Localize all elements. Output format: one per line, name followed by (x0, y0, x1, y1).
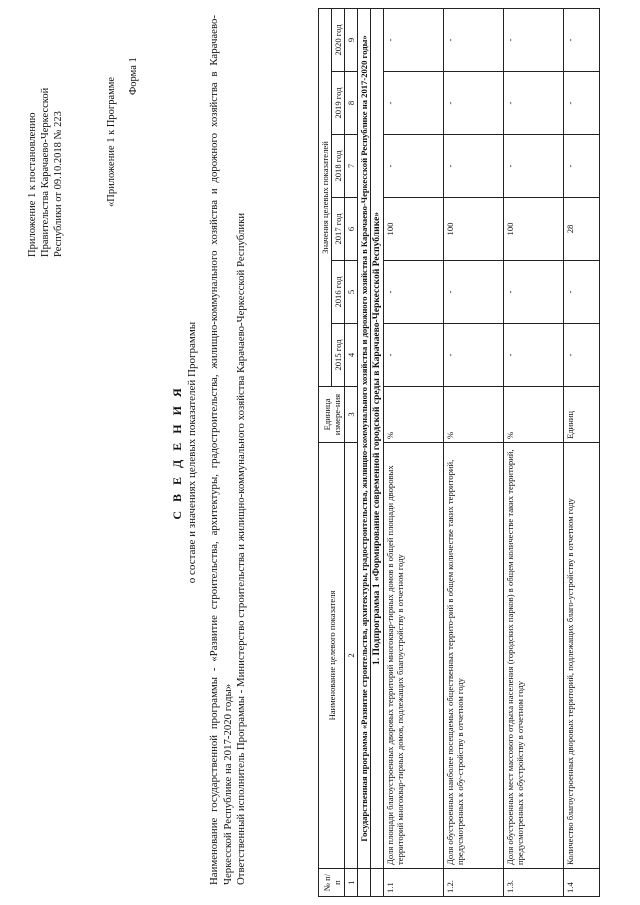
row-value: - (444, 324, 504, 387)
year-header: 2015 год (332, 324, 345, 387)
row-value: - (504, 9, 564, 72)
column-number: 9 (345, 9, 358, 72)
program-appendix-label: «Приложение 1 к Программе (106, 76, 117, 207)
row-value: 100 (504, 198, 564, 261)
column-number: 3 (345, 387, 358, 443)
row-value: - (504, 324, 564, 387)
year-header: 2017 год (332, 198, 345, 261)
column-number: 1 (345, 869, 358, 897)
row-name: Доля обустроенных наиболее посещаемых общественных террито-рий в общем количестве таких территорий, предусмотренных к обу-стройству в отчетном году (444, 443, 504, 869)
program-row-title: Государственная программа «Развитие строительства, архитектуры, градостроительства, жилищно-коммунального хозяйства и дорожного хозяйства в Карачаево-Черкесской Республике на 2017-2020 годы» (358, 9, 371, 869)
executor-paragraph: Ответственный исполнитель Программы - Министерство строительства и жилищно-коммунального хозяйства Карачаево-Черкесской Республики (235, 212, 247, 885)
table-row (444, 9, 504, 897)
indicators-table (318, 8, 600, 897)
column-number: 6 (345, 198, 358, 261)
column-number-row (345, 9, 358, 897)
appendix-line: Приложение 1 к постановлению (27, 112, 38, 257)
row-value: - (384, 9, 444, 72)
row-value: - (384, 261, 444, 324)
row-value: - (444, 9, 504, 72)
column-number: 2 (345, 443, 358, 869)
table-row (564, 9, 600, 897)
row-value: - (564, 261, 600, 324)
row-value: - (444, 135, 504, 198)
row-value: - (504, 261, 564, 324)
column-number: 7 (345, 135, 358, 198)
table-row (504, 9, 564, 897)
column-number: 5 (345, 261, 358, 324)
header-name: Наименование целевого показателя (319, 443, 345, 869)
row-value: - (504, 135, 564, 198)
appendix-line: Республики от 09.10.2018 № 223 (53, 111, 64, 257)
subprogram-row (371, 9, 384, 897)
year-header: 2019 год (332, 72, 345, 135)
row-unit: % (384, 387, 444, 443)
header-unit: Единица измере-ния (319, 387, 345, 443)
row-name: Доля обустроенных мест массового отдыха населения (городских парков) в общем количестве таких территорий, предусмотренных к обустройству в отчетном году (504, 443, 564, 869)
table-header-row (319, 9, 332, 897)
row-unit: Единиц (564, 387, 600, 443)
row-value: - (564, 324, 600, 387)
row-value: - (384, 135, 444, 198)
row-unit: % (504, 387, 564, 443)
form-label: Форма 1 (128, 57, 139, 95)
column-number: 8 (345, 72, 358, 135)
row-unit: % (444, 387, 504, 443)
table-row (384, 9, 444, 897)
year-header: 2018 год (332, 135, 345, 198)
row-value: - (384, 72, 444, 135)
row-value: 28 (564, 198, 600, 261)
program-name-paragraph: Наименование государственной программы - «Развитие строительства, архитектуры, градостроительства, жилищно-коммунального хозяйства и дорожного хозяйства в Карачаево-Черкесской Республике на 2017-2020 годы» (208, 15, 234, 885)
column-number: 4 (345, 324, 358, 387)
document-title: С В Е Д Е Н И Я (170, 385, 184, 520)
row-value: - (564, 72, 600, 135)
row-value: 100 (384, 198, 444, 261)
year-header: 2016 год (332, 261, 345, 324)
row-value: - (444, 261, 504, 324)
subprogram-row-title: 1. Подпрограмма 1 «Формирование современной городской среды в Карачаево-Черкесской Республике» (371, 9, 384, 869)
row-value: - (384, 324, 444, 387)
row-value: - (564, 135, 600, 198)
header-values: Значения целевых показателей (319, 9, 332, 387)
header-num: № п/п (319, 869, 345, 897)
row-name: Количество благоустроенных дворовых территорий, подлежащих благо-устройству в отчетном году (564, 443, 600, 869)
year-header: 2020 год (332, 9, 345, 72)
appendix-line: Правительства Карачаево-Черкесской (40, 87, 51, 257)
program-row (358, 9, 371, 897)
appendix-header (26, 27, 65, 257)
row-name: Доля площади благоустроенных дворовых территорий многоквар-тирных домов в общей площади дворовых территорий многоквар-тирных домов, подлежащих благоустройству в отчетном году (384, 443, 444, 869)
row-num: 1.2. (444, 869, 504, 897)
document-subtitle: о составе и значениях целевых показателей Программы (186, 321, 198, 584)
row-value: - (444, 72, 504, 135)
row-value: 100 (444, 198, 504, 261)
program-intro (208, 15, 249, 885)
row-value: - (564, 9, 600, 72)
row-num: 1.1 (384, 869, 444, 897)
row-value: - (504, 72, 564, 135)
row-num: 1.3. (504, 869, 564, 897)
row-num: 1.4 (564, 869, 600, 897)
